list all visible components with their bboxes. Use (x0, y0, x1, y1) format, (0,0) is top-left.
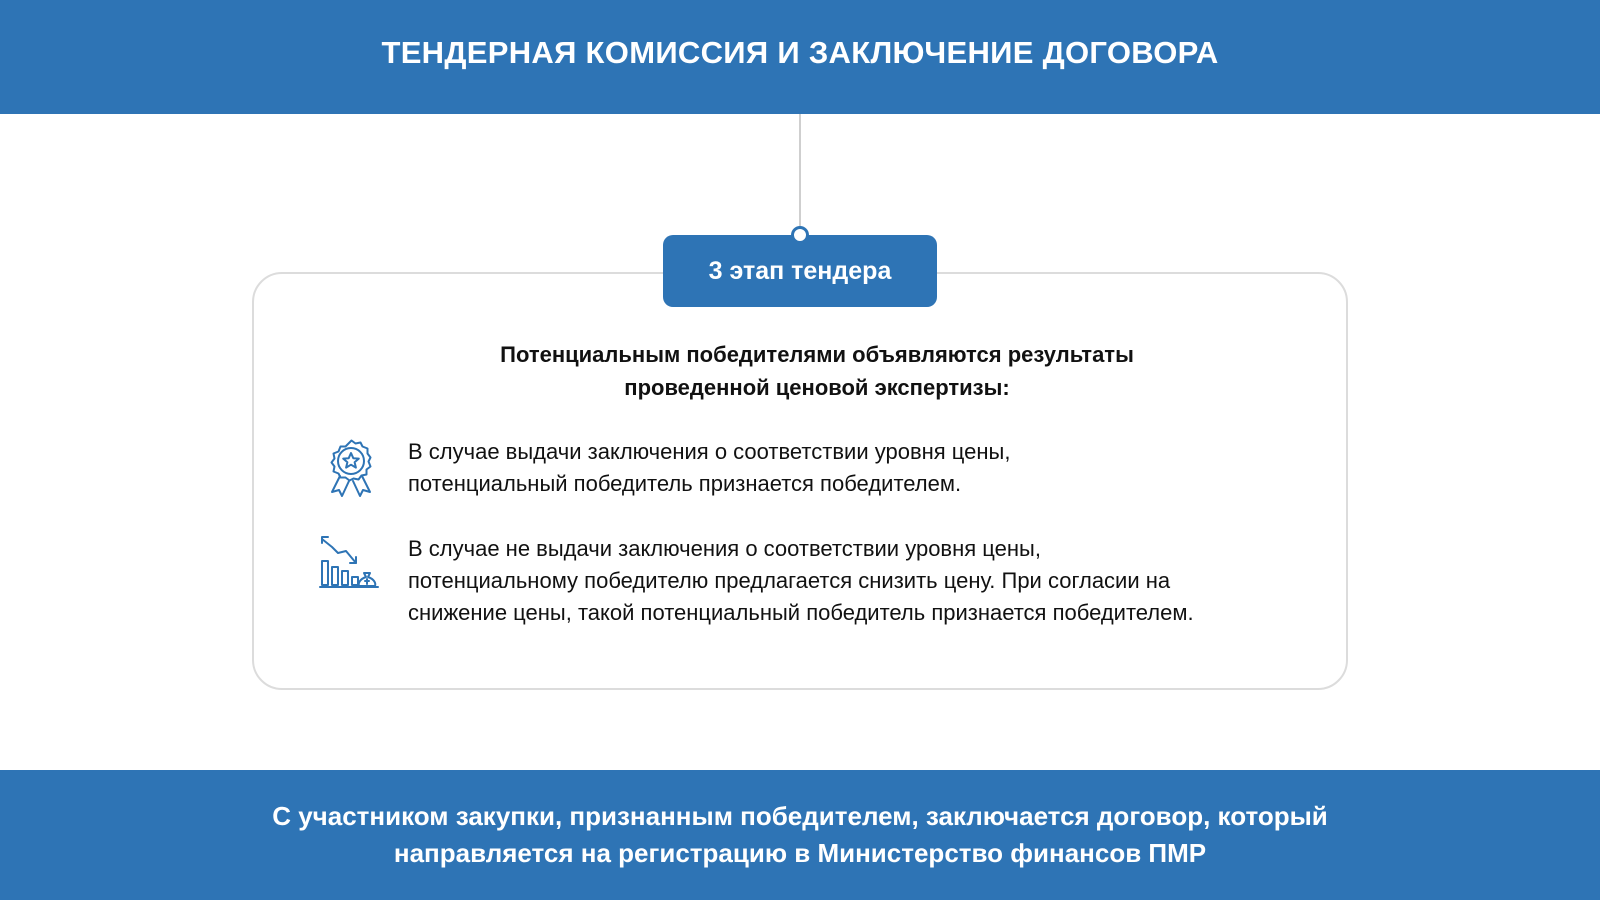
header-bar (0, 0, 1600, 114)
item-text-line-1: В случае выдачи заключения о соответствии уровня цены, (408, 439, 1011, 464)
lead-line-1: Потенциальным победителями объявляются результаты (500, 342, 1134, 367)
connector-dot (791, 226, 809, 244)
item-text (408, 436, 1278, 500)
price-decrease-chart-icon (318, 533, 384, 599)
footer-line-2: направляется на регистрацию в Министерство финансов ПМР (393, 838, 1207, 868)
item-text-line-2: потенциальному победителю предлагается снизить цену. При согласии на (408, 568, 1171, 593)
connector-line (799, 114, 801, 234)
award-badge-icon (318, 436, 384, 502)
footer-text (200, 798, 1400, 872)
item-text-line-1: В случае не выдачи заключения о соответствии уровня цены, (408, 536, 1041, 561)
stage-label: 3 этап тендера (708, 256, 892, 285)
page-title: ТЕНДЕРНАЯ КОМИССИЯ И ЗАКЛЮЧЕНИЕ ДОГОВОРА (381, 35, 1219, 70)
lead-line-2: проведенной ценовой экспертизы: (624, 375, 1010, 400)
item-text (408, 533, 1278, 629)
lead-text (392, 338, 1242, 404)
stage-badge (663, 235, 937, 307)
item-text-line-2: потенциальный победитель признается победителем. (408, 471, 962, 496)
footer-line-1: С участником закупки, признанным победителем, заключается договор, который (272, 801, 1328, 831)
footer-bar (0, 770, 1600, 900)
item-text-line-3: снижение цены, такой потенциальный победитель признается победителем. (408, 600, 1194, 625)
